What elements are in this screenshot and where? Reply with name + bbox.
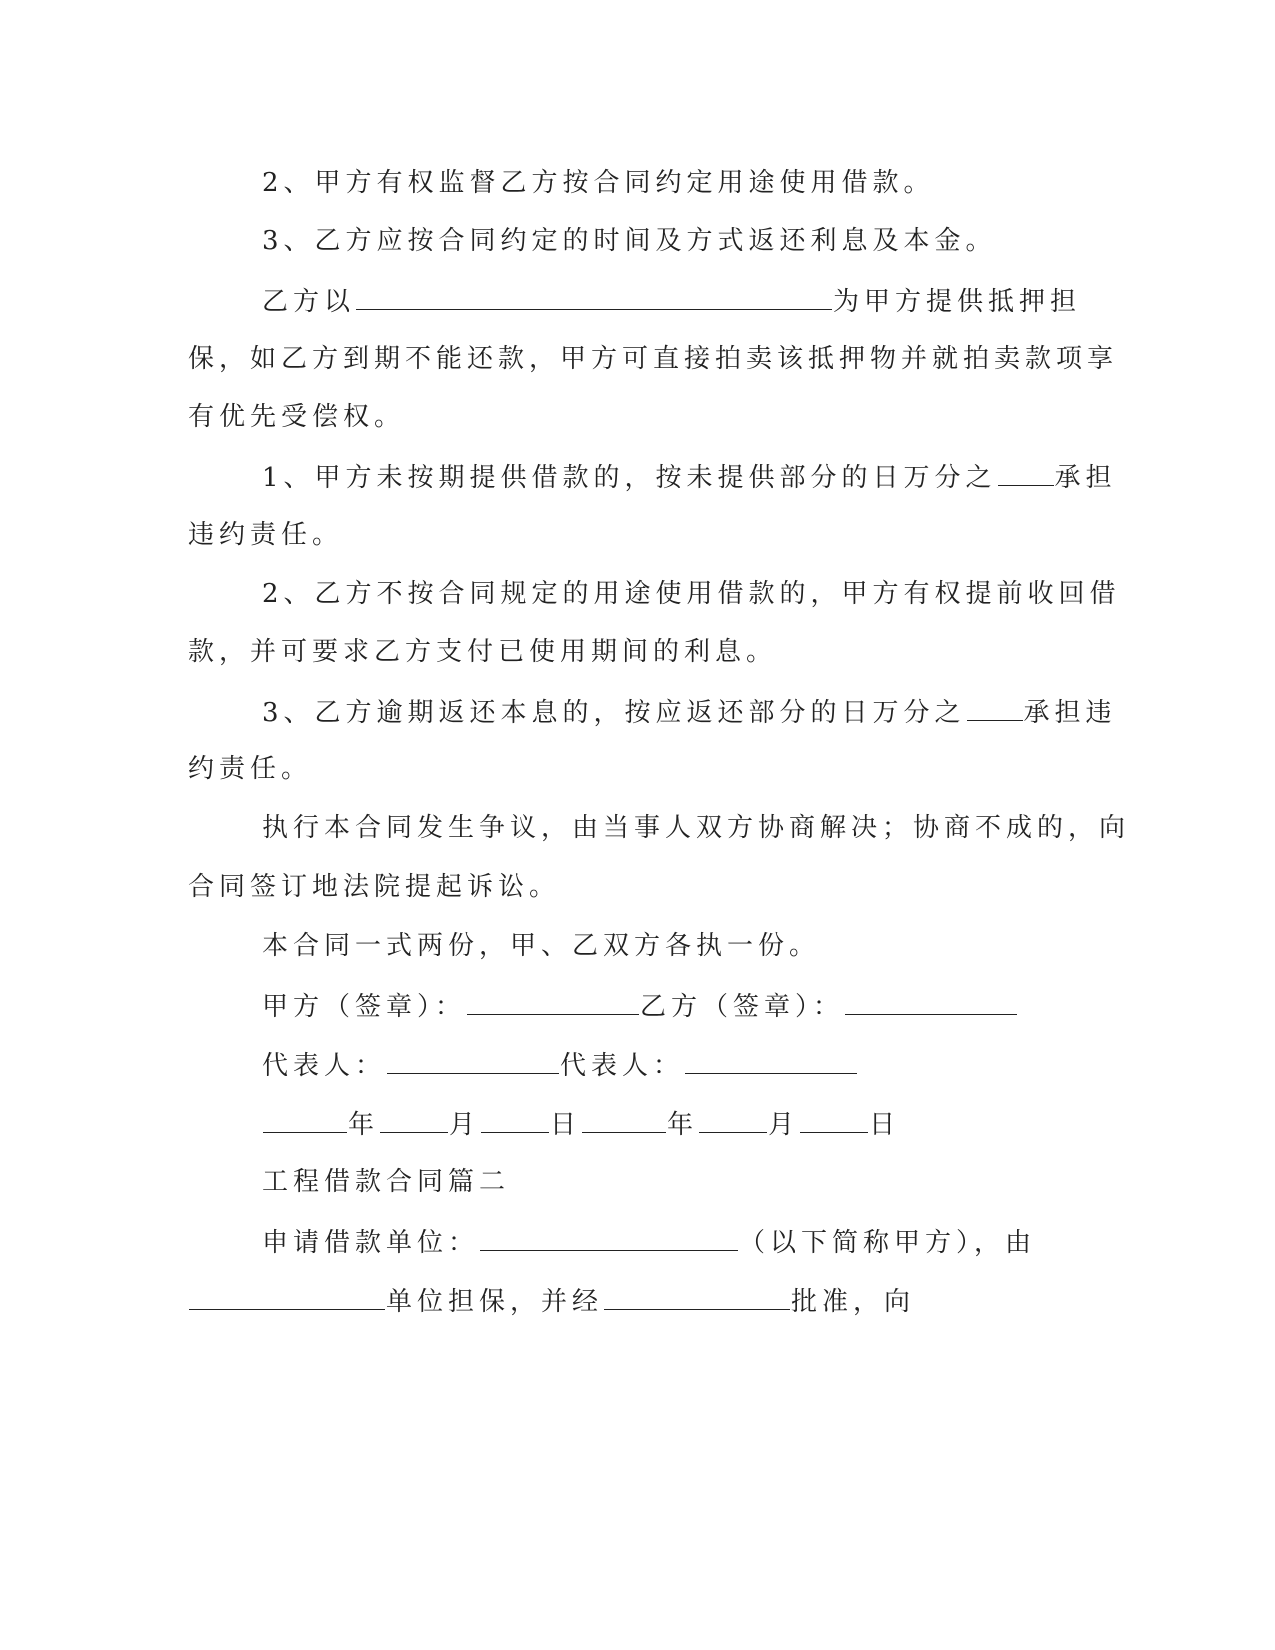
mortgage-clause-start: 乙方以 [262,287,356,317]
clause-a3 [262,224,997,258]
party-b-sign-label: 乙方（签章）： [640,992,845,1022]
year-a-blank [263,1106,347,1133]
month-b-blank [699,1106,767,1133]
rep-a-label: 代表人： [262,1051,387,1081]
day-a-blank [481,1106,549,1133]
clause-a2-text: 2、甲方有权监督乙方按合同约定用途使用借款。 [262,168,935,198]
mortgage-clause-cont2 [188,400,405,434]
breach-clause-2-cont-text: 款，并可要求乙方支付已使用期间的利息。 [188,637,778,667]
year-b-label: 年 [667,1110,699,1140]
breach-clause-2 [262,577,1121,611]
rate-blank-1 [998,459,1054,486]
rate-blank-2 [967,694,1023,721]
clause-a2 [262,166,935,200]
mortgage-clause-cont1 [188,342,1118,376]
month-b-label: 月 [768,1110,800,1140]
signature-line [262,988,1018,1024]
breach-clause-1-start: 1、甲方未按期提供借款的，按未提供部分的日万分之 [262,463,997,493]
dispute-clause-text: 执行本合同发生争议，由当事人双方协商解决；协商不成的，向 [262,813,1131,843]
guarantor-line [188,1283,915,1319]
applicant-suffix: （以下简称甲方），由 [739,1228,1037,1258]
clause-a3-text: 3、乙方应按合同约定的时间及方式返还利息及本金。 [262,226,997,256]
copies-clause-text: 本合同一式两份，甲、乙双方各执一份。 [262,931,821,961]
dispute-clause [262,811,1130,845]
breach-clause-3-cont [188,752,312,786]
month-a-blank [380,1106,448,1133]
mortgage-clause [262,283,1081,319]
breach-clause-1 [262,459,1117,495]
breach-clause-2-cont [188,635,777,669]
applicant-line [262,1224,1036,1260]
breach-clause-1-cont [188,518,343,552]
breach-clause-2-text: 2、乙方不按合同规定的用途使用借款的，甲方有权提前收回借 [262,579,1121,609]
mortgage-clause-end: 为甲方提供抵押担 [833,287,1082,317]
day-a-label: 日 [550,1110,582,1140]
mortgage-item-blank [356,283,832,310]
mortgage-clause-cont2-text: 有优先受偿权。 [188,402,406,432]
breach-clause-3-end: 承担违 [1023,698,1117,728]
guarantor-blank [189,1283,385,1310]
dispute-clause-cont [188,870,560,904]
applicant-label: 申请借款单位： [262,1228,480,1258]
approver-blank [604,1283,790,1310]
applicant-blank [480,1224,738,1251]
party-a-sign-label: 甲方（签章）： [262,992,467,1022]
day-b-label: 日 [869,1110,901,1140]
dispute-clause-cont-text: 合同签订地法院提起诉讼。 [188,872,561,902]
representative-line [262,1047,858,1083]
section2-title-text: 工程借款合同篇二 [262,1167,511,1197]
month-a-label: 月 [449,1110,481,1140]
breach-clause-1-end: 承担 [1054,463,1117,493]
mortgage-clause-cont1-text: 保，如乙方到期不能还款，甲方可直接拍卖该抵押物并就拍卖款项享 [188,344,1119,374]
copies-clause [262,929,820,963]
guarantor-suffix: 单位担保，并经 [386,1287,604,1317]
party-a-sign-blank [467,988,639,1015]
breach-clause-3 [262,694,1117,730]
party-b-sign-blank [845,988,1017,1015]
breach-clause-1-cont-text: 违约责任。 [188,520,344,550]
date-line [262,1106,900,1142]
rep-a-blank [387,1047,559,1074]
rep-b-blank [685,1047,857,1074]
approval-suffix: 批准，向 [791,1287,916,1317]
breach-clause-3-start: 3、乙方逾期返还本息的，按应返还部分的日万分之 [262,698,966,728]
breach-clause-3-cont-text: 约责任。 [188,754,313,784]
section2-title [262,1165,510,1199]
year-b-blank [582,1106,666,1133]
day-b-blank [800,1106,868,1133]
rep-b-label: 代表人： [560,1051,685,1081]
year-a-label: 年 [348,1110,380,1140]
